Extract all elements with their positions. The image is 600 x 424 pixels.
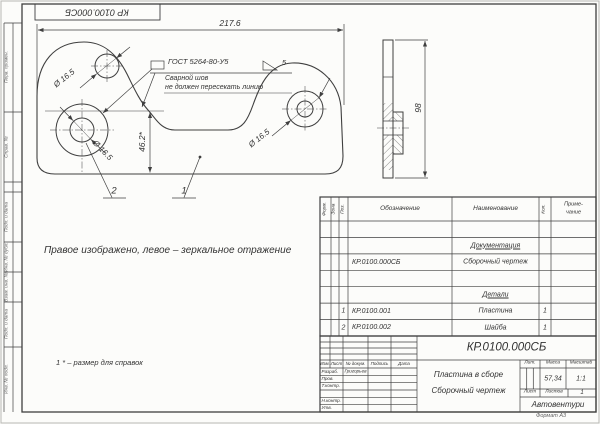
sheets-label: Листов: [545, 389, 563, 395]
document-title-line1: Пластина в сборе: [433, 370, 504, 379]
margin-label-sprav-no: Справ. №: [4, 136, 10, 158]
weld-leg-size-label: 5: [282, 58, 287, 67]
role-value-developed: Григорьев: [344, 368, 367, 374]
hole-diameter-label-3: Ø 16.5: [246, 127, 272, 150]
spec-header-note-line2: чание: [565, 209, 582, 216]
format-note: Формат А3: [536, 413, 567, 419]
top-stamp-designation: КР 0100.000СБ: [65, 7, 129, 18]
hole-diameter-label-1: Ø 16.5: [51, 67, 77, 90]
dim-width-label: 217.6: [219, 17, 241, 28]
spec-section-details: Детали: [482, 291, 509, 299]
spec-row-pos: 1: [341, 307, 346, 315]
role-label-ncontrol: Н.контр.: [321, 398, 341, 403]
role-label-tcontrol: Т.контр.: [321, 383, 341, 389]
margin-label-podp-data-2: Подп. и дата: [4, 308, 10, 340]
margin-label-inv-podl: Инв. № подл.: [4, 364, 10, 394]
spec-row-name: Шайба: [484, 324, 507, 332]
spec-row-qty: 1: [543, 307, 547, 315]
spec-row-designation: КР.0100.001: [352, 307, 391, 315]
spec-row-name: Пластина: [478, 307, 513, 315]
dim-height-label: 46.2*: [136, 132, 147, 152]
spec-header-format: Форм.: [322, 202, 328, 216]
spec-header-note-line1: Приме-: [564, 201, 583, 208]
rev-header-docnum: № докум.: [345, 360, 366, 366]
spec-header-zone: Зона: [331, 203, 337, 215]
document-title-line2: Сборочный чертеж: [431, 386, 506, 395]
spec-row-designation: КР.0100.002: [352, 324, 391, 332]
spec-header-pos: Поз.: [340, 204, 346, 214]
spec-row-qty: 1: [543, 324, 547, 332]
spec-row-designation: КР.0100.000СБ: [352, 258, 401, 266]
rev-header-izm: Изм.: [320, 360, 330, 366]
title-block-designation: КР.0100.000СБ: [466, 341, 547, 354]
mass-label: Масса: [545, 360, 561, 366]
mirror-note: Правое изображено, левое – зеркальное отражение: [44, 245, 292, 256]
role-label-approved: Утв.: [321, 405, 332, 411]
rev-header-list: Лист: [330, 360, 343, 366]
margin-label-perv-primen: Перв. примен.: [4, 51, 10, 83]
spec-header-designation: Обозначение: [380, 204, 420, 212]
sheets-value: 1: [580, 390, 584, 396]
scale-value: 1:1: [576, 375, 586, 382]
spec-section-documentation: Документация: [470, 242, 521, 250]
spec-row-name: Сборочный чертеж: [463, 258, 528, 266]
scale-label: Масштаб: [569, 360, 593, 366]
spec-header-qty: Кол.: [541, 204, 547, 214]
spec-row-pos: 2: [341, 324, 346, 332]
margin-label-podp-data-1: Подп. и дата: [4, 201, 10, 233]
role-label-checked: Пров.: [321, 375, 334, 381]
weld-note-line-1: Сварной шов: [165, 75, 209, 82]
lit-label: Лит.: [524, 360, 536, 366]
spec-header-name: Наименование: [473, 204, 518, 212]
company-name: Автовентури: [531, 399, 585, 409]
sheet-label: Лист: [523, 389, 537, 395]
reference-dimension-note: 1 * – размер для справок: [56, 358, 143, 367]
hole-diameter-label-2: Ø 16.5: [91, 138, 115, 163]
role-label-developed: Разраб.: [321, 368, 339, 374]
weld-note-line-2: не должен пересекать линию: [165, 84, 264, 91]
dim-side-label: 98: [412, 103, 423, 113]
position-callout-1: 1: [181, 185, 187, 197]
mass-value: 57,34: [544, 375, 562, 382]
rev-header-date: Дата: [398, 360, 410, 366]
weld-standard-label: ГОСТ 5264-80-У5: [168, 57, 229, 66]
rev-header-signature: Подпись: [370, 360, 389, 366]
margin-label-vzam-inv: Взам. инв. №: [4, 272, 10, 302]
position-callout-2: 2: [111, 185, 117, 197]
margin-label-inv-dubl: Инв. № дубл.: [4, 242, 10, 272]
